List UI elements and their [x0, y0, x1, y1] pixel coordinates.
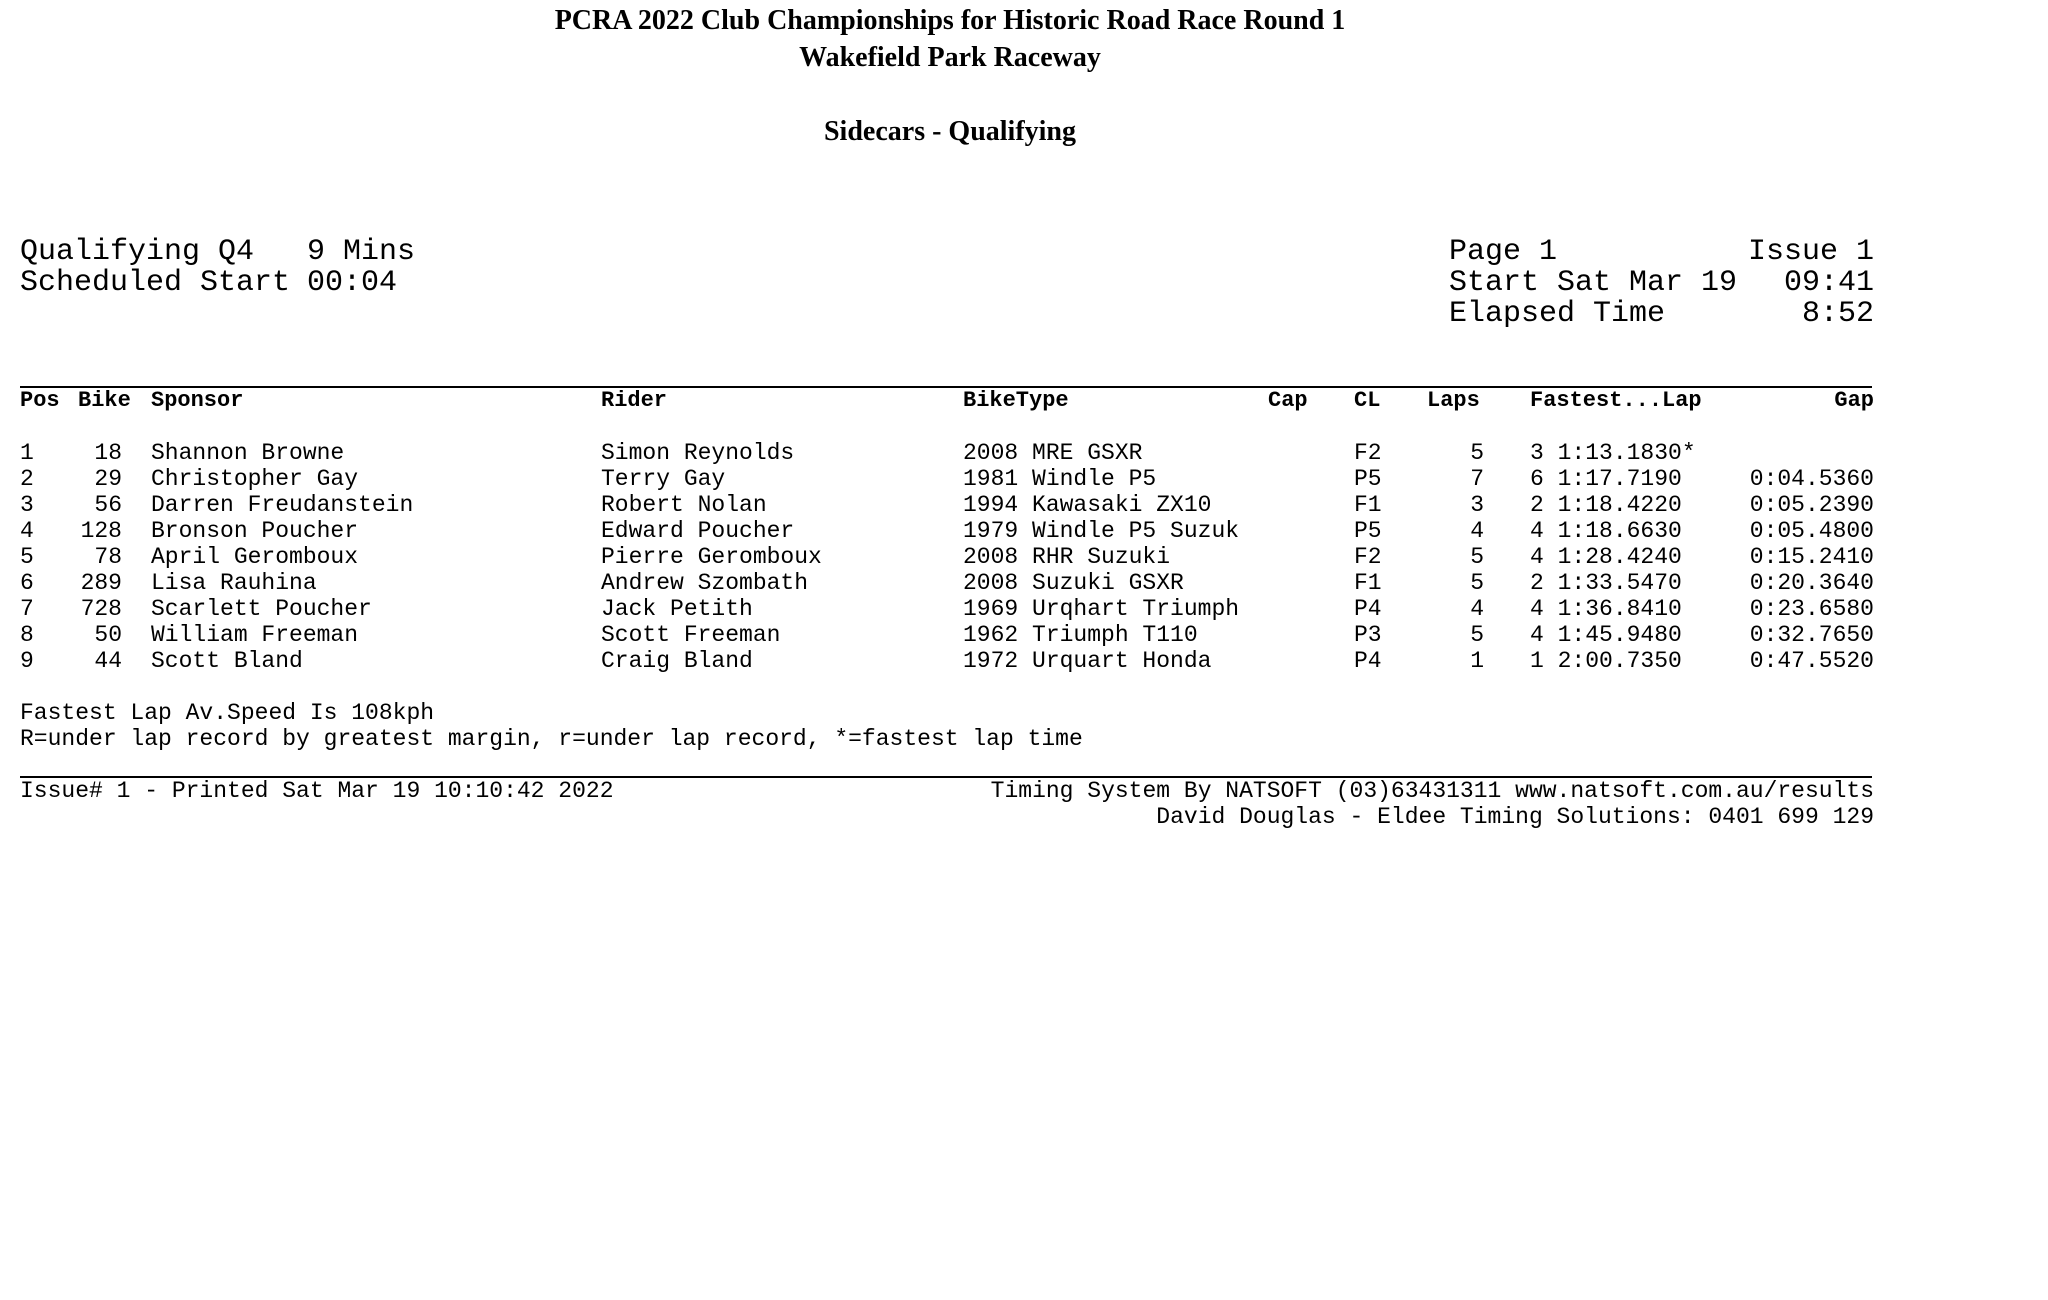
- lap-record-legend: R=under lap record by greatest margin, r=under lap record, *=fastest lap time: [20, 726, 1083, 752]
- cell-pos: 6: [20, 570, 34, 596]
- cell-laps: 1: [1470, 648, 1484, 674]
- cell-gap: 0:15.2410: [1749, 544, 1874, 570]
- cell-pos: 9: [20, 648, 34, 674]
- scheduled-label: Scheduled Start: [20, 266, 291, 300]
- cell-biketype: 2008 RHR Suzuki: [963, 544, 1171, 570]
- col-header-sponsor: Sponsor: [151, 388, 244, 413]
- col-header-cl: CL: [1354, 388, 1381, 413]
- col-header-pos: Pos: [20, 388, 60, 413]
- cell-fastest-lap: 2 1:18.4220: [1530, 492, 1682, 518]
- issue-number: Issue 1: [1747, 235, 1874, 269]
- cell-biketype: 1994 Kawasaki ZX10: [963, 492, 1212, 518]
- cell-biketype: 1981 Windle P5: [963, 466, 1157, 492]
- cell-laps: 4: [1470, 518, 1484, 544]
- col-header-gap: Gap: [1834, 388, 1874, 413]
- cell-rider: Pierre Geromboux: [601, 544, 822, 570]
- printed-info: Issue# 1 - Printed Sat Mar 19 10:10:42 2022: [20, 778, 614, 804]
- scheduled-time: 00:04: [307, 266, 398, 300]
- col-header-biketype: BikeType: [963, 388, 1069, 413]
- cell-gap: 0:23.6580: [1749, 596, 1874, 622]
- cell-laps: 5: [1470, 440, 1484, 466]
- cell-bike: 728: [80, 596, 122, 622]
- cell-bike: 44: [94, 648, 122, 674]
- col-header-bike: Bike: [78, 388, 131, 413]
- timing-system-info: Timing System By NATSOFT (03)63431311 www.natsoft.com.au/results: [990, 778, 1874, 804]
- cell-pos: 1: [20, 440, 34, 466]
- cell-laps: 4: [1470, 596, 1484, 622]
- cell-pos: 7: [20, 596, 34, 622]
- cell-gap: 0:32.7650: [1749, 622, 1874, 648]
- cell-class: F1: [1354, 570, 1382, 596]
- event-title: PCRA 2022 Club Championships for Historic Road Race Round 1: [554, 5, 1346, 36]
- cell-pos: 3: [20, 492, 34, 518]
- elapsed-label: Elapsed Time: [1449, 297, 1666, 331]
- cell-sponsor: April Geromboux: [151, 544, 359, 570]
- cell-pos: 4: [20, 518, 34, 544]
- cell-class: P5: [1354, 518, 1382, 544]
- cell-sponsor: Christopher Gay: [151, 466, 359, 492]
- cell-bike: 78: [94, 544, 122, 570]
- col-header-fastest-lap: Fastest...Lap: [1530, 388, 1702, 413]
- cell-gap: 0:05.2390: [1749, 492, 1874, 518]
- cell-sponsor: Darren Freudanstein: [151, 492, 414, 518]
- cell-class: P4: [1354, 648, 1382, 674]
- venue-title: Wakefield Park Raceway: [799, 42, 1101, 73]
- timing-contact-info: David Douglas - Eldee Timing Solutions: 0401 699 129: [1156, 804, 1874, 830]
- cell-fastest-lap: 4 1:28.4240: [1530, 544, 1682, 570]
- cell-sponsor: Lisa Rauhina: [151, 570, 317, 596]
- cell-rider: Robert Nolan: [601, 492, 767, 518]
- cell-pos: 5: [20, 544, 34, 570]
- cell-fastest-lap: 6 1:17.7190: [1530, 466, 1682, 492]
- cell-fastest-lap: 4 1:18.6630: [1530, 518, 1682, 544]
- cell-laps: 7: [1470, 466, 1484, 492]
- page-number: Page 1: [1449, 235, 1558, 269]
- cell-rider: Jack Petith: [601, 596, 753, 622]
- elapsed-value: 8:52: [1801, 297, 1874, 331]
- session-title: Sidecars - Qualifying: [823, 116, 1076, 147]
- cell-sponsor: Scarlett Poucher: [151, 596, 372, 622]
- cell-biketype: 1972 Urquart Honda: [963, 648, 1212, 674]
- cell-biketype: 2008 MRE GSXR: [963, 440, 1143, 466]
- cell-bike: 289: [80, 570, 122, 596]
- cell-bike: 50: [94, 622, 122, 648]
- cell-sponsor: Scott Bland: [151, 648, 303, 674]
- cell-fastest-lap: 4 1:36.8410: [1530, 596, 1682, 622]
- cell-gap: 0:47.5520: [1749, 648, 1874, 674]
- start-label: Start Sat Mar 19: [1449, 266, 1738, 300]
- cell-fastest-lap: 1 2:00.7350: [1530, 648, 1682, 674]
- cell-pos: 2: [20, 466, 34, 492]
- cell-biketype: 2008 Suzuki GSXR: [963, 570, 1184, 596]
- col-header-laps: Laps: [1427, 388, 1480, 413]
- cell-gap: 0:04.5360: [1749, 466, 1874, 492]
- col-header-rider: Rider: [601, 388, 668, 413]
- cell-class: P5: [1354, 466, 1382, 492]
- cell-laps: 5: [1470, 622, 1484, 648]
- cell-class: F1: [1354, 492, 1382, 518]
- session-duration: 9 Mins: [307, 235, 416, 269]
- cell-rider: Terry Gay: [601, 466, 726, 492]
- cell-gap: 0:05.4800: [1749, 518, 1874, 544]
- cell-fastest-lap: 2 1:33.5470: [1530, 570, 1682, 596]
- cell-bike: 18: [94, 440, 122, 466]
- avg-speed-note: Fastest Lap Av.Speed Is 108kph: [20, 700, 435, 726]
- col-header-cap: Cap: [1268, 388, 1308, 413]
- cell-fastest-lap: 4 1:45.9480: [1530, 622, 1682, 648]
- cell-biketype: 1962 Triumph T110: [963, 622, 1198, 648]
- cell-biketype: 1979 Windle P5 Suzuk: [963, 518, 1240, 544]
- cell-rider: Scott Freeman: [601, 622, 781, 648]
- cell-class: F2: [1354, 544, 1382, 570]
- cell-laps: 5: [1470, 570, 1484, 596]
- cell-class: P4: [1354, 596, 1382, 622]
- cell-fastest-lap: 3 1:13.1830*: [1530, 440, 1696, 466]
- cell-bike: 29: [94, 466, 122, 492]
- cell-laps: 5: [1470, 544, 1484, 570]
- cell-sponsor: Shannon Browne: [151, 440, 345, 466]
- session-name: Qualifying Q4: [20, 235, 255, 269]
- cell-gap: 0:20.3640: [1749, 570, 1874, 596]
- cell-rider: Edward Poucher: [601, 518, 795, 544]
- cell-rider: Andrew Szombath: [601, 570, 809, 596]
- start-time: 09:41: [1783, 266, 1874, 300]
- cell-sponsor: William Freeman: [151, 622, 359, 648]
- cell-class: F2: [1354, 440, 1382, 466]
- cell-rider: Simon Reynolds: [601, 440, 795, 466]
- cell-bike: 128: [80, 518, 122, 544]
- cell-class: P3: [1354, 622, 1382, 648]
- cell-sponsor: Bronson Poucher: [151, 518, 359, 544]
- cell-laps: 3: [1470, 492, 1484, 518]
- cell-bike: 56: [94, 492, 122, 518]
- cell-biketype: 1969 Urqhart Triumph: [963, 596, 1240, 622]
- cell-pos: 8: [20, 622, 34, 648]
- cell-rider: Craig Bland: [601, 648, 753, 674]
